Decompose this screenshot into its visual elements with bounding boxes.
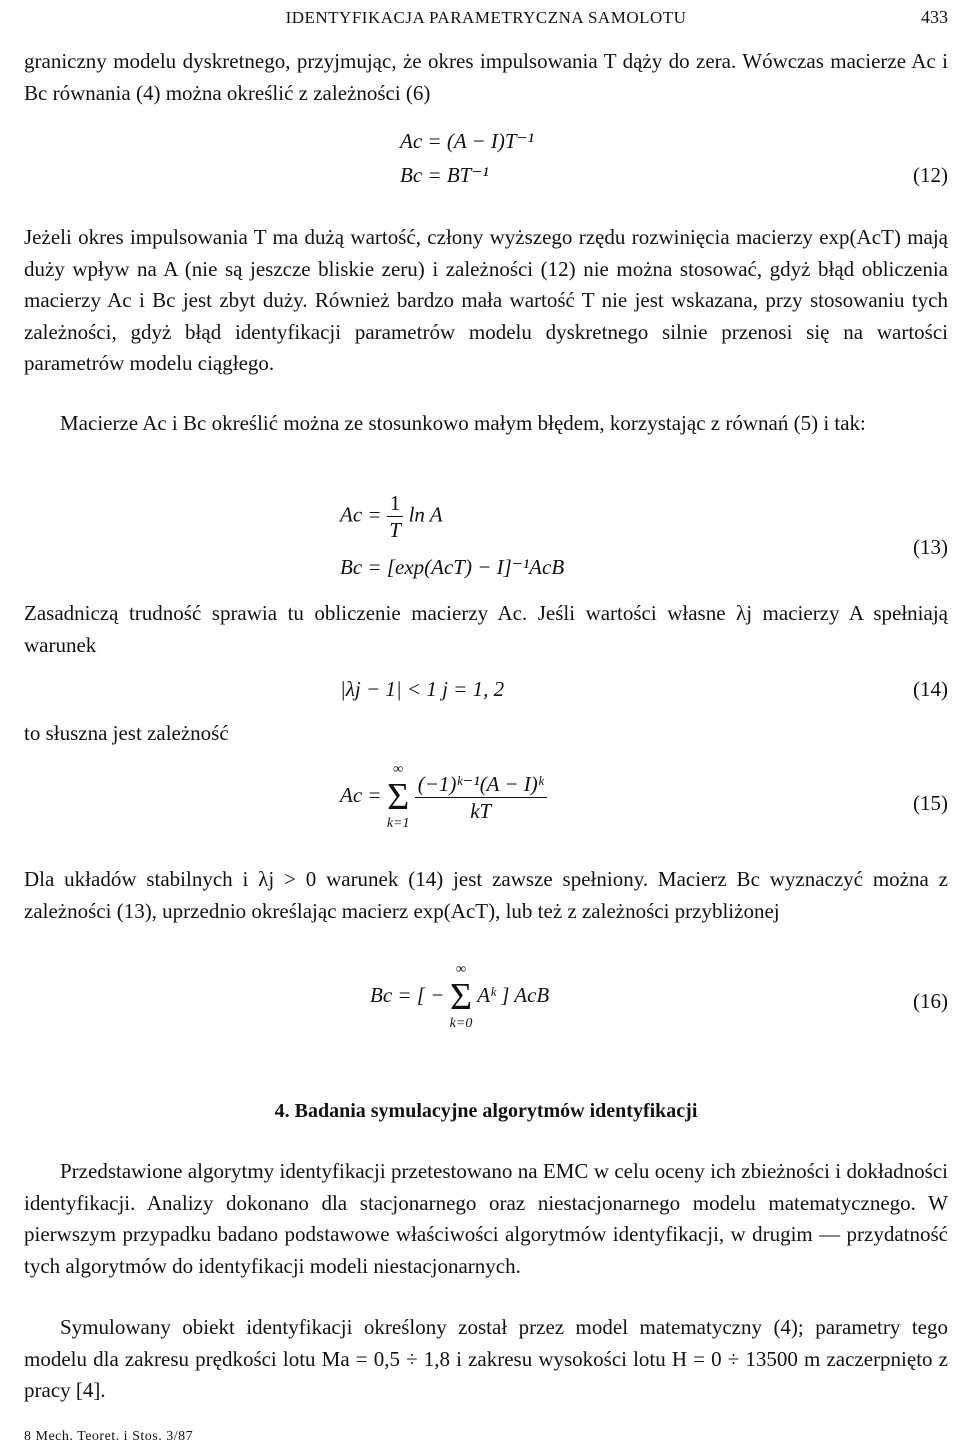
equation-14-number: (14) bbox=[913, 677, 948, 701]
paragraph-dependency: to słuszna jest zależność bbox=[24, 721, 229, 745]
equation-13-numerator: 1 bbox=[387, 490, 404, 517]
equation-16 bbox=[370, 962, 549, 1032]
equation-15-sum-upper: ∞ bbox=[393, 762, 404, 777]
equation-13-rhs: ln A bbox=[408, 502, 443, 527]
paragraph-intro: graniczny modelu dyskretnego, przyjmując, że okres impulsowania T dąży do zera. Wówczas macierze Ac i Bc równania (4) można określić z zależności (6) bbox=[24, 49, 948, 105]
equation-15 bbox=[340, 762, 547, 832]
page-header bbox=[24, 2, 948, 30]
equation-15-denominator: kT bbox=[470, 798, 492, 823]
equation-15-numerator: (−1)ᵏ⁻¹(A − I)ᵏ bbox=[415, 771, 547, 798]
equation-13-lhs: Ac = bbox=[340, 502, 382, 527]
equation-15-fraction bbox=[415, 771, 547, 824]
page-footer: 8 Mech. Teoret. i Stos. 3/87 bbox=[24, 1429, 194, 1444]
equation-16-open: [ − bbox=[416, 982, 445, 1007]
equation-12-number: (12) bbox=[913, 163, 948, 187]
equation-12-line1: Ac = (A − I)T⁻¹ bbox=[400, 129, 534, 153]
paragraph-matrices: Macierze Ac i Bc określić można ze stosunkowo małym błędem, korzystając z równań (5) i tak: bbox=[60, 411, 866, 435]
equation-15-sum-lower: k=1 bbox=[386, 816, 410, 831]
equation-15-summation bbox=[387, 762, 410, 832]
paragraph-object: Symulowany obiekt identyfikacji określony został przez model matematyczny (4); parametry tego modelu dla zakresu prędkości lotu Ma = 0,5 ÷ 1,8 i zakresu wysokości lotu H = 0 ÷ 13500 m zaczerpnięto z pracy [4]. bbox=[24, 1315, 948, 1402]
equation-15-lhs: Ac = bbox=[340, 782, 382, 807]
sigma-icon: Σ bbox=[449, 976, 473, 1018]
equation-12-line2: Bc = BT⁻¹ bbox=[400, 163, 489, 187]
equation-16-number: (16) bbox=[913, 989, 948, 1013]
equation-13-number: (13) bbox=[913, 535, 948, 559]
paragraph-sampling-period: Jeżeli okres impulsowania T ma dużą wartość, człony wyższego rzędu rozwinięcia macierzy exp(AcT) mają duży wpływ na A (nie są jeszcze bliskie zeru) i zależności (12) nie można stosować, gdyż błąd obliczenia macierzy Ac i Bc jest zbyt duży. Również bardzo mała wartość T nie jest wskazana, przy stosowaniu tych zależności, gdyż błąd identyfikacji parametrów modelu dyskretnego silnie przenosi się na wartości parametrów modelu ciągłego. bbox=[24, 225, 948, 375]
equation-14: |λj − 1| < 1 j = 1, 2 bbox=[340, 677, 505, 701]
equation-16-lhs: Bc = bbox=[370, 982, 412, 1007]
equation-16-sum-lower: k=0 bbox=[449, 1016, 473, 1031]
running-title: IDENTYFIKACJA PARAMETRYCZNA SAMOLOTU bbox=[285, 8, 687, 27]
equation-16-sum-upper: ∞ bbox=[456, 962, 466, 977]
equation-13-denominator: T bbox=[389, 518, 401, 542]
paragraph-difficulty: Zasadniczą trudność sprawia tu obliczenie macierzy Ac. Jeśli wartości własne λj macierzy A spełniają warunek bbox=[24, 601, 948, 657]
equation-13-fraction bbox=[387, 490, 404, 543]
equation-16-summation bbox=[450, 962, 473, 1032]
paragraph-simulation: Przedstawione algorytmy identyfikacji przetestowano na EMC w celu oceny ich zbieżności i dokładności identyfikacji. Analizy dokonano dla stacjonarnego oraz niestacjonarnego modelu matematycznego. W pierwszym przypadku badano podstawowe właściwości algorytmów identyfikacji, w drugim — przydatność tych algorytmów do identyfikacji modeli niestacjonarnych. bbox=[24, 1159, 948, 1278]
section-heading: 4. Badania symulacyjne algorytmów identyfikacji bbox=[274, 1100, 698, 1122]
page-number: 433 bbox=[921, 7, 948, 27]
equation-13-line1 bbox=[340, 490, 443, 543]
equation-15-number: (15) bbox=[913, 791, 948, 815]
equation-13-line2: Bc = [exp(AcT) − I]⁻¹AcB bbox=[340, 555, 565, 579]
equation-16-body: Aᵏ ] AcB bbox=[477, 982, 550, 1007]
sigma-icon: Σ bbox=[387, 776, 410, 818]
paragraph-stable-systems: Dla układów stabilnych i λj > 0 warunek (14) jest zawsze spełniony. Macierz Bc wyznaczyć można z zależności (13), uprzednio określając macierz exp(AcT), lub też z zależności przybliżonej bbox=[24, 867, 948, 923]
